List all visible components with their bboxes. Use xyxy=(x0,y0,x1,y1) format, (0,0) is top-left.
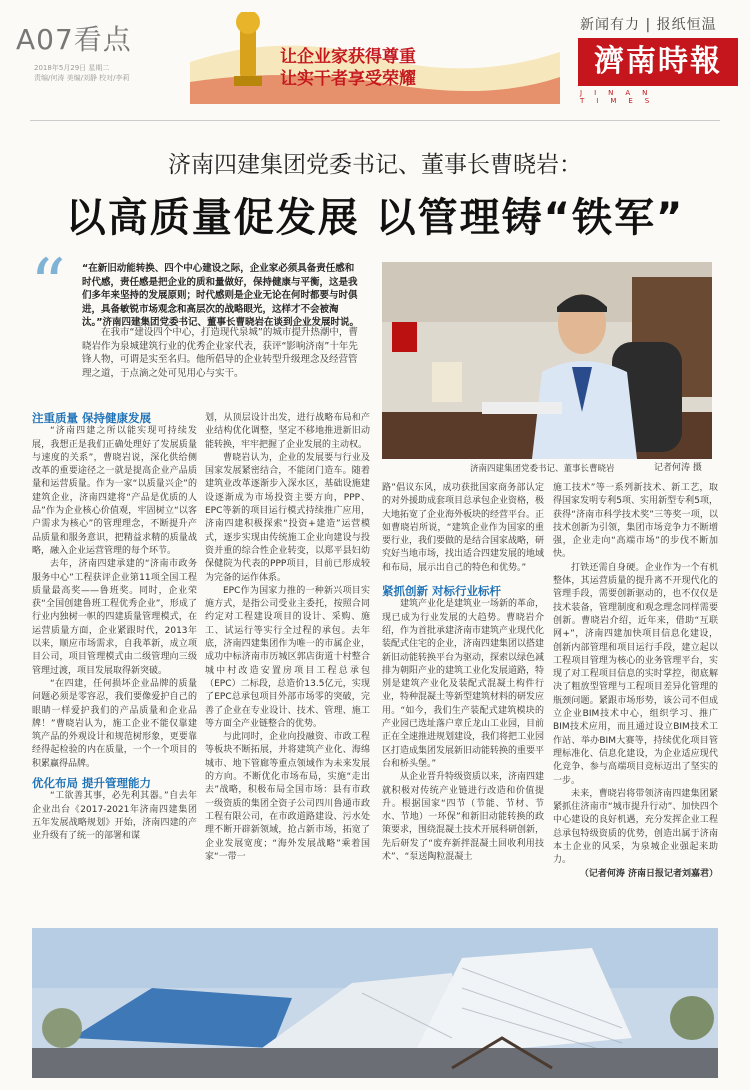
section-heading-innovation: 紧抓创新 对标行业标杆 xyxy=(382,584,502,599)
newspaper-logo: 濟南時報 xyxy=(578,38,738,86)
paragraph: 打铁还需自身硬。企业作为一个有机整体，其运营质量的提升离不开现代化的管理手段，需要创新驱动的，也不仅仅是技术装备，管理制度和观念理念同样需要创新。曹晓岩介绍，近年来，借助“互联网+”，济南四建加快项目信息化建设，创新内部管理和项目运行手段，建立起以工程项目管理为核心的业务管理平台，实现了对工程项目信息的实时掌控，彻底解决了粗放型管理与工程项目差异化管理的瓶颈问题。紧跟市场形势，该公司不但成立企业BIM技术中心，组织学习、推广BIM技术应用，而且通过设立BIM技术工作站、举办BIM大赛等，持续优化项目管理标准化、信息化建设，为企业适应现代化竞争、参与高端项目竞标迈出了坚实的一步。 xyxy=(553,562,718,786)
paragraph: “工欲善其事，必先利其器。”自去年企业出台《2017-2021年济南四建集团五年发展战略规划》开始，济南四建的产业升级有了统一的部署和谋 xyxy=(32,791,197,842)
header-divider xyxy=(30,120,720,121)
portrait-photo xyxy=(382,262,712,459)
article-subtitle: 济南四建集团党委书记、董事长曹晓岩： xyxy=(168,152,582,178)
building-photo xyxy=(32,928,718,1078)
column-3 xyxy=(382,482,544,864)
paragraph: 划，从顶层设计出发，进行战略布局和产业结构优化调整，坚定不移地推进新旧动能转换，牢牢把握了企业发展的主动权。 xyxy=(205,413,370,450)
photo-credit: 记者何涛 摄 xyxy=(654,463,702,473)
paragraph: 与此同时，企业向投融资、市政工程等板块不断拓展，并将建筑产业化、海绵城市、地下管廊等重点领域作为未来发展的方向。不断优化市场布局，实施“走出去”战略，积极布局全国市场：县有市政一级资质的集团全资子公司四川鲁通市政工程有限公司，在市政道路建设、污水处理不断开辟新领域，抢占新市场，拓宽了企业发展宽度；“海外发展战略”乘着国家“一带一 xyxy=(205,732,370,862)
paragraph: “济南四建之所以能实现可持续发展，我想正是我们正确处理好了发展质量与速度的关系”，曹晓岩说，深化供给侧改革的重要途径之一就是提高企业产品质量和运营质量。作为一家“以质量兴企”的建筑企业，济南四建将“产品是优质的人品”作为企业核心价值观，牢固树立“以客户需求为核心”的管理理念，不断提升产品质量和服务意识，把精益求精的质量战略，融入企业运营管理的每个环节。 xyxy=(32,426,197,556)
section-heading-layout: 优化布局 提升管理能力 xyxy=(32,776,152,791)
paragraph: 建筑产业化是建筑业一场新的革命，现已成为行业发展的大趋势。曹晓岩介绍，作为首批承建济南市建筑产业现代化装配式住宅的企业，济南四建集团以搭建新旧动能转换平台为驱动，探索以绿色减排为朝阳产业的建筑工业化发展道路，特别是建筑产业化及装配式混凝土构件行业，特种混凝土等新型建筑材料的研发应用。“如今，我们生产装配式建筑模块的产业园已选址落户章丘龙山工业园，目前正在全速推进规划建设，我们将把工业园区打造成集团发展新旧动能转换的重要平台和桥头堡。” xyxy=(382,599,545,769)
newspaper-logo-subtitle: JINAN TIMES xyxy=(580,89,662,105)
page-label: A07看点 xyxy=(16,23,132,56)
paragraph: 曹晓岩认为，企业的发展要与行业及国家发展紧密结合，不能闭门造车。随着建筑业改革逐渐步入深水区，基础设施建设逐渐成为市场投资主要方向，PPP、EPC等新的项目运行模式持续推广应用，济南四建积极探索“投资+建造”运营模式，逐步实现由传统施工企业向建设与投资并重的综合性企业转变，以郑平县妇幼保健院为代表的PPP项目，目前已形成较为完备的运作体系。 xyxy=(205,452,370,583)
column-2 xyxy=(205,412,370,864)
column-1 xyxy=(32,412,197,844)
photo-caption: 济南四建集团党委书记、董事长曹晓岩 xyxy=(470,464,615,474)
section-heading-quality: 注重质量 保持健康发展 xyxy=(32,411,152,425)
editors-line: 责编/何涛 美编/刘静 校对/李莉 xyxy=(34,74,130,82)
article-byline: （记者何涛 济南日报记者刘嘉君） xyxy=(579,868,718,879)
banner-line-2: 让实干者享受荣耀 xyxy=(280,69,416,89)
banner-line-1: 让企业家获得尊重 xyxy=(280,47,416,67)
article-lead: “在新旧动能转换、四个中心建设之际，企业家必须具备责任感和时代感，责任感是把企业的质和量做好，保持健康与平衡，这是我们多年来坚持的发展原则；时代感则是企业无论在何时都要与时俱进，具备敏锐市场观念和高层次的战略眼光，这样才不会被淘汰。”济南四建集团党委书记、董事长曹晓岩在谈到企业发展时说。 xyxy=(82,263,359,328)
issue-meta xyxy=(34,63,130,83)
issue-date: 2018年5月29日 星期二 xyxy=(34,64,110,72)
newspaper-slogan: 新闻有力 | 报纸恒温 xyxy=(580,17,717,33)
column-4 xyxy=(553,482,718,881)
quote-mark-icon: “ xyxy=(30,244,66,326)
paragraph: EPC作为国家力推的一种新兴项目实施方式，是指公司受业主委托，按照合同约定对工程建设项目的设计、采购、施工、试运行等实行全过程的承包。去年底，济南四建集团作为唯一的市属企业，成功中标济南市历城区郭店街道十村整合城中村改造安置房项目工程总承包（EPC）二标段，总造价13.5亿元，实现了EPC总承包项目外部市场零的突破，完善了企业在专业设计、技术、管理、施工等方面全产业链整合的优势。 xyxy=(205,585,370,729)
paragraph: 未来，曹晓岩将带领济南四建集团紧紧抓住济南市“城市提升行动”、加快四个中心建设的良好机遇，充分发挥企业工程总承包特级资质的优势，创造出属于济南本土企业的风采，为泉城企业强起来助力。 xyxy=(553,788,718,866)
paragraph: “在四建，任何损坏企业品牌的质量问题必须是零容忍，我们要像爱护自己的眼睛一样爱护我们的产品质量和企业品牌！”曹晓岩认为，施工企业不能仅靠建筑产品的外观设计和规范树形象，更要靠经得起检验的内在质量，一个一个项目的积累赢得品牌。 xyxy=(32,678,197,769)
article-title: 以高质量促发展 以管理铸“铁军” xyxy=(65,195,685,241)
article-intro: 在我市“建设四个中心，打造现代泉城”的城市提升热潮中，曹晓岩作为泉城建筑行业的优秀企业家代表，获评“影响济南”十年先锋人物，可谓是实至名归。他所倡导的企业转型升级理念及经营管理之道，于点滴之处可见用心与实干。 xyxy=(82,327,358,379)
paragraph: 去年，济南四建承建的“济南市政务服务中心”工程获评企业第11项全国工程质量最高奖——鲁班奖。同时，企业荣获“全国创建鲁班工程优秀企业”，形成了行业内独树一帜的四建质量管理模式，在运营质量方面，企业紧跟时代，2013年以来，顺应市场需求，自我革新，成立项目公司，项目管理模式由二级管理向三级管理过渡，项目发展取得新突破。 xyxy=(32,559,197,676)
paragraph: 施工技术”等一系列新技术、新工艺，取得国家发明专利5项、实用新型专利5项，获得“济南市科学技术奖”三等奖一项，以技术创新为引领，集团市场竞争力不断增强，企业走向“高端市场”的步伐不断加快。 xyxy=(553,483,718,560)
paragraph: 路”倡议东风，成功获批国家商务部认定的对外援助成套项目总承包企业资格，极大地拓宽了企业海外板块的经营平台。正如曹晓岩所说，“建筑企业作为国家的重要行业，我们要做的是结合国家战略，研究好当地市场，找出适合四建发展的地域和布局，展示出自己的特色和优势。” xyxy=(382,483,545,573)
paragraph: 从企业晋升特级资质以来，济南四建就积极对传统产业链进行改造和价值提升。根据国家“四节（节能、节材、节水、节地）一环保”和新旧动能转换的政策要求，围绕混凝土技术开展科研创新，先后研发了“废弃新拌混凝土回收利用技术”、“泵送陶粒混凝土 xyxy=(382,772,545,863)
